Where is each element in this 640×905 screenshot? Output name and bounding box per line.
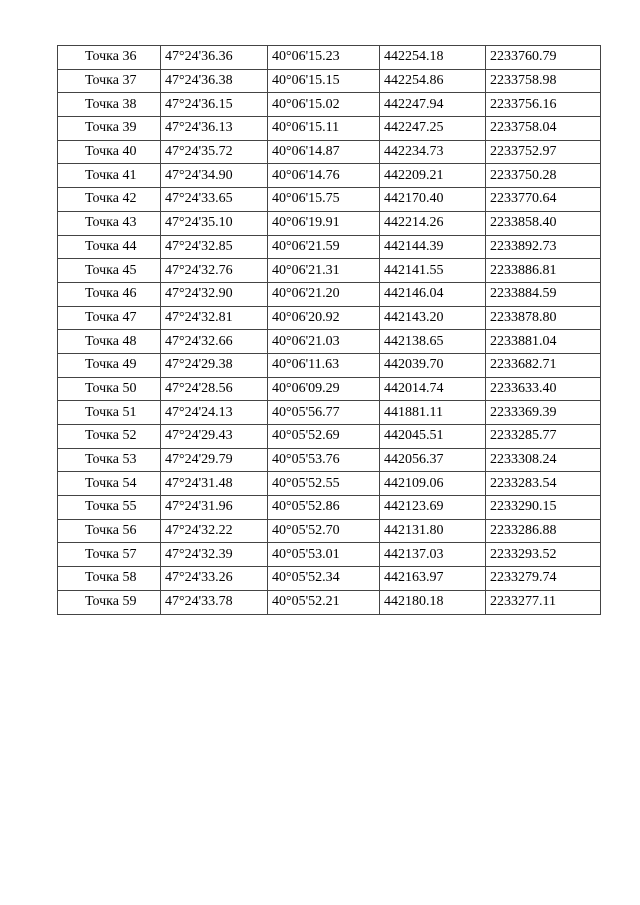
point-name-cell: Точка 41 (58, 164, 161, 188)
table-row (58, 282, 601, 306)
y-coordinate-cell: 2233752.97 (486, 140, 601, 164)
point-name-cell: Точка 37 (58, 69, 161, 93)
table-row (58, 377, 601, 401)
table-row (58, 543, 601, 567)
point-name-cell: Точка 59 (58, 590, 161, 614)
y-coordinate-cell: 2233369.39 (486, 401, 601, 425)
latitude-cell: 47°24'35.72 (161, 140, 268, 164)
point-name-cell: Точка 56 (58, 519, 161, 543)
y-coordinate-cell: 2233756.16 (486, 93, 601, 117)
y-coordinate-cell: 2233285.77 (486, 425, 601, 449)
y-coordinate-cell: 2233886.81 (486, 259, 601, 283)
y-coordinate-cell: 2233293.52 (486, 543, 601, 567)
latitude-cell: 47°24'36.36 (161, 46, 268, 70)
table-row (58, 69, 601, 93)
x-coordinate-cell: 442180.18 (380, 590, 486, 614)
table-row (58, 259, 601, 283)
longitude-cell: 40°06'09.29 (268, 377, 380, 401)
point-name-cell: Точка 45 (58, 259, 161, 283)
x-coordinate-cell: 442254.18 (380, 46, 486, 70)
longitude-cell: 40°06'21.03 (268, 330, 380, 354)
longitude-cell: 40°05'52.70 (268, 519, 380, 543)
latitude-cell: 47°24'31.96 (161, 496, 268, 520)
table-row (58, 235, 601, 259)
table-row (58, 306, 601, 330)
y-coordinate-cell: 2233884.59 (486, 282, 601, 306)
table-row (58, 164, 601, 188)
x-coordinate-cell: 442163.97 (380, 567, 486, 591)
point-name-cell: Точка 47 (58, 306, 161, 330)
table-row (58, 117, 601, 141)
latitude-cell: 47°24'32.81 (161, 306, 268, 330)
latitude-cell: 47°24'32.85 (161, 235, 268, 259)
point-name-cell: Точка 39 (58, 117, 161, 141)
x-coordinate-cell: 442146.04 (380, 282, 486, 306)
x-coordinate-cell: 442143.20 (380, 306, 486, 330)
y-coordinate-cell: 2233682.71 (486, 353, 601, 377)
latitude-cell: 47°24'33.65 (161, 188, 268, 212)
x-coordinate-cell: 442131.80 (380, 519, 486, 543)
latitude-cell: 47°24'32.76 (161, 259, 268, 283)
latitude-cell: 47°24'32.90 (161, 282, 268, 306)
point-name-cell: Точка 43 (58, 211, 161, 235)
latitude-cell: 47°24'28.56 (161, 377, 268, 401)
y-coordinate-cell: 2233760.79 (486, 46, 601, 70)
x-coordinate-cell: 442247.94 (380, 93, 486, 117)
latitude-cell: 47°24'29.43 (161, 425, 268, 449)
table-row (58, 425, 601, 449)
coordinates-table (57, 45, 601, 615)
latitude-cell: 47°24'32.66 (161, 330, 268, 354)
y-coordinate-cell: 2233308.24 (486, 448, 601, 472)
longitude-cell: 40°06'19.91 (268, 211, 380, 235)
point-name-cell: Точка 38 (58, 93, 161, 117)
x-coordinate-cell: 442137.03 (380, 543, 486, 567)
point-name-cell: Точка 50 (58, 377, 161, 401)
table-row (58, 590, 601, 614)
point-name-cell: Точка 42 (58, 188, 161, 212)
table-row (58, 93, 601, 117)
table-row (58, 448, 601, 472)
longitude-cell: 40°05'52.55 (268, 472, 380, 496)
longitude-cell: 40°06'21.20 (268, 282, 380, 306)
table-row (58, 472, 601, 496)
table-row (58, 211, 601, 235)
coordinates-table-body (58, 46, 601, 615)
latitude-cell: 47°24'29.38 (161, 353, 268, 377)
latitude-cell: 47°24'31.48 (161, 472, 268, 496)
y-coordinate-cell: 2233290.15 (486, 496, 601, 520)
point-name-cell: Точка 58 (58, 567, 161, 591)
point-name-cell: Точка 52 (58, 425, 161, 449)
x-coordinate-cell: 442056.37 (380, 448, 486, 472)
longitude-cell: 40°05'53.76 (268, 448, 380, 472)
x-coordinate-cell: 442247.25 (380, 117, 486, 141)
point-name-cell: Точка 51 (58, 401, 161, 425)
latitude-cell: 47°24'36.15 (161, 93, 268, 117)
table-row (58, 330, 601, 354)
latitude-cell: 47°24'36.38 (161, 69, 268, 93)
table-row (58, 140, 601, 164)
longitude-cell: 40°06'15.15 (268, 69, 380, 93)
longitude-cell: 40°05'52.86 (268, 496, 380, 520)
x-coordinate-cell: 442141.55 (380, 259, 486, 283)
longitude-cell: 40°06'14.76 (268, 164, 380, 188)
x-coordinate-cell: 442214.26 (380, 211, 486, 235)
latitude-cell: 47°24'32.39 (161, 543, 268, 567)
x-coordinate-cell: 442045.51 (380, 425, 486, 449)
point-name-cell: Точка 46 (58, 282, 161, 306)
x-coordinate-cell: 442014.74 (380, 377, 486, 401)
point-name-cell: Точка 53 (58, 448, 161, 472)
y-coordinate-cell: 2233758.04 (486, 117, 601, 141)
point-name-cell: Точка 49 (58, 353, 161, 377)
point-name-cell: Точка 40 (58, 140, 161, 164)
longitude-cell: 40°05'56.77 (268, 401, 380, 425)
x-coordinate-cell: 442144.39 (380, 235, 486, 259)
latitude-cell: 47°24'33.26 (161, 567, 268, 591)
x-coordinate-cell: 442039.70 (380, 353, 486, 377)
y-coordinate-cell: 2233878.80 (486, 306, 601, 330)
point-name-cell: Точка 44 (58, 235, 161, 259)
y-coordinate-cell: 2233758.98 (486, 69, 601, 93)
point-name-cell: Точка 54 (58, 472, 161, 496)
y-coordinate-cell: 2233277.11 (486, 590, 601, 614)
table-row (58, 46, 601, 70)
table-row (58, 567, 601, 591)
longitude-cell: 40°06'14.87 (268, 140, 380, 164)
longitude-cell: 40°05'52.34 (268, 567, 380, 591)
x-coordinate-cell: 442123.69 (380, 496, 486, 520)
x-coordinate-cell: 442138.65 (380, 330, 486, 354)
x-coordinate-cell: 442109.06 (380, 472, 486, 496)
x-coordinate-cell: 442170.40 (380, 188, 486, 212)
latitude-cell: 47°24'24.13 (161, 401, 268, 425)
y-coordinate-cell: 2233892.73 (486, 235, 601, 259)
longitude-cell: 40°06'11.63 (268, 353, 380, 377)
longitude-cell: 40°06'21.59 (268, 235, 380, 259)
longitude-cell: 40°05'52.69 (268, 425, 380, 449)
y-coordinate-cell: 2233770.64 (486, 188, 601, 212)
latitude-cell: 47°24'35.10 (161, 211, 268, 235)
y-coordinate-cell: 2233858.40 (486, 211, 601, 235)
table-row (58, 401, 601, 425)
x-coordinate-cell: 442234.73 (380, 140, 486, 164)
latitude-cell: 47°24'32.22 (161, 519, 268, 543)
longitude-cell: 40°06'15.23 (268, 46, 380, 70)
x-coordinate-cell: 442254.86 (380, 69, 486, 93)
longitude-cell: 40°06'20.92 (268, 306, 380, 330)
point-name-cell: Точка 36 (58, 46, 161, 70)
y-coordinate-cell: 2233279.74 (486, 567, 601, 591)
longitude-cell: 40°06'21.31 (268, 259, 380, 283)
longitude-cell: 40°05'52.21 (268, 590, 380, 614)
table-row (58, 519, 601, 543)
table-row (58, 496, 601, 520)
x-coordinate-cell: 441881.11 (380, 401, 486, 425)
latitude-cell: 47°24'34.90 (161, 164, 268, 188)
y-coordinate-cell: 2233750.28 (486, 164, 601, 188)
x-coordinate-cell: 442209.21 (380, 164, 486, 188)
y-coordinate-cell: 2233283.54 (486, 472, 601, 496)
y-coordinate-cell: 2233881.04 (486, 330, 601, 354)
longitude-cell: 40°05'53.01 (268, 543, 380, 567)
longitude-cell: 40°06'15.75 (268, 188, 380, 212)
table-row (58, 353, 601, 377)
y-coordinate-cell: 2233286.88 (486, 519, 601, 543)
table-row (58, 188, 601, 212)
y-coordinate-cell: 2233633.40 (486, 377, 601, 401)
latitude-cell: 47°24'29.79 (161, 448, 268, 472)
point-name-cell: Точка 48 (58, 330, 161, 354)
latitude-cell: 47°24'33.78 (161, 590, 268, 614)
longitude-cell: 40°06'15.11 (268, 117, 380, 141)
point-name-cell: Точка 55 (58, 496, 161, 520)
longitude-cell: 40°06'15.02 (268, 93, 380, 117)
point-name-cell: Точка 57 (58, 543, 161, 567)
latitude-cell: 47°24'36.13 (161, 117, 268, 141)
